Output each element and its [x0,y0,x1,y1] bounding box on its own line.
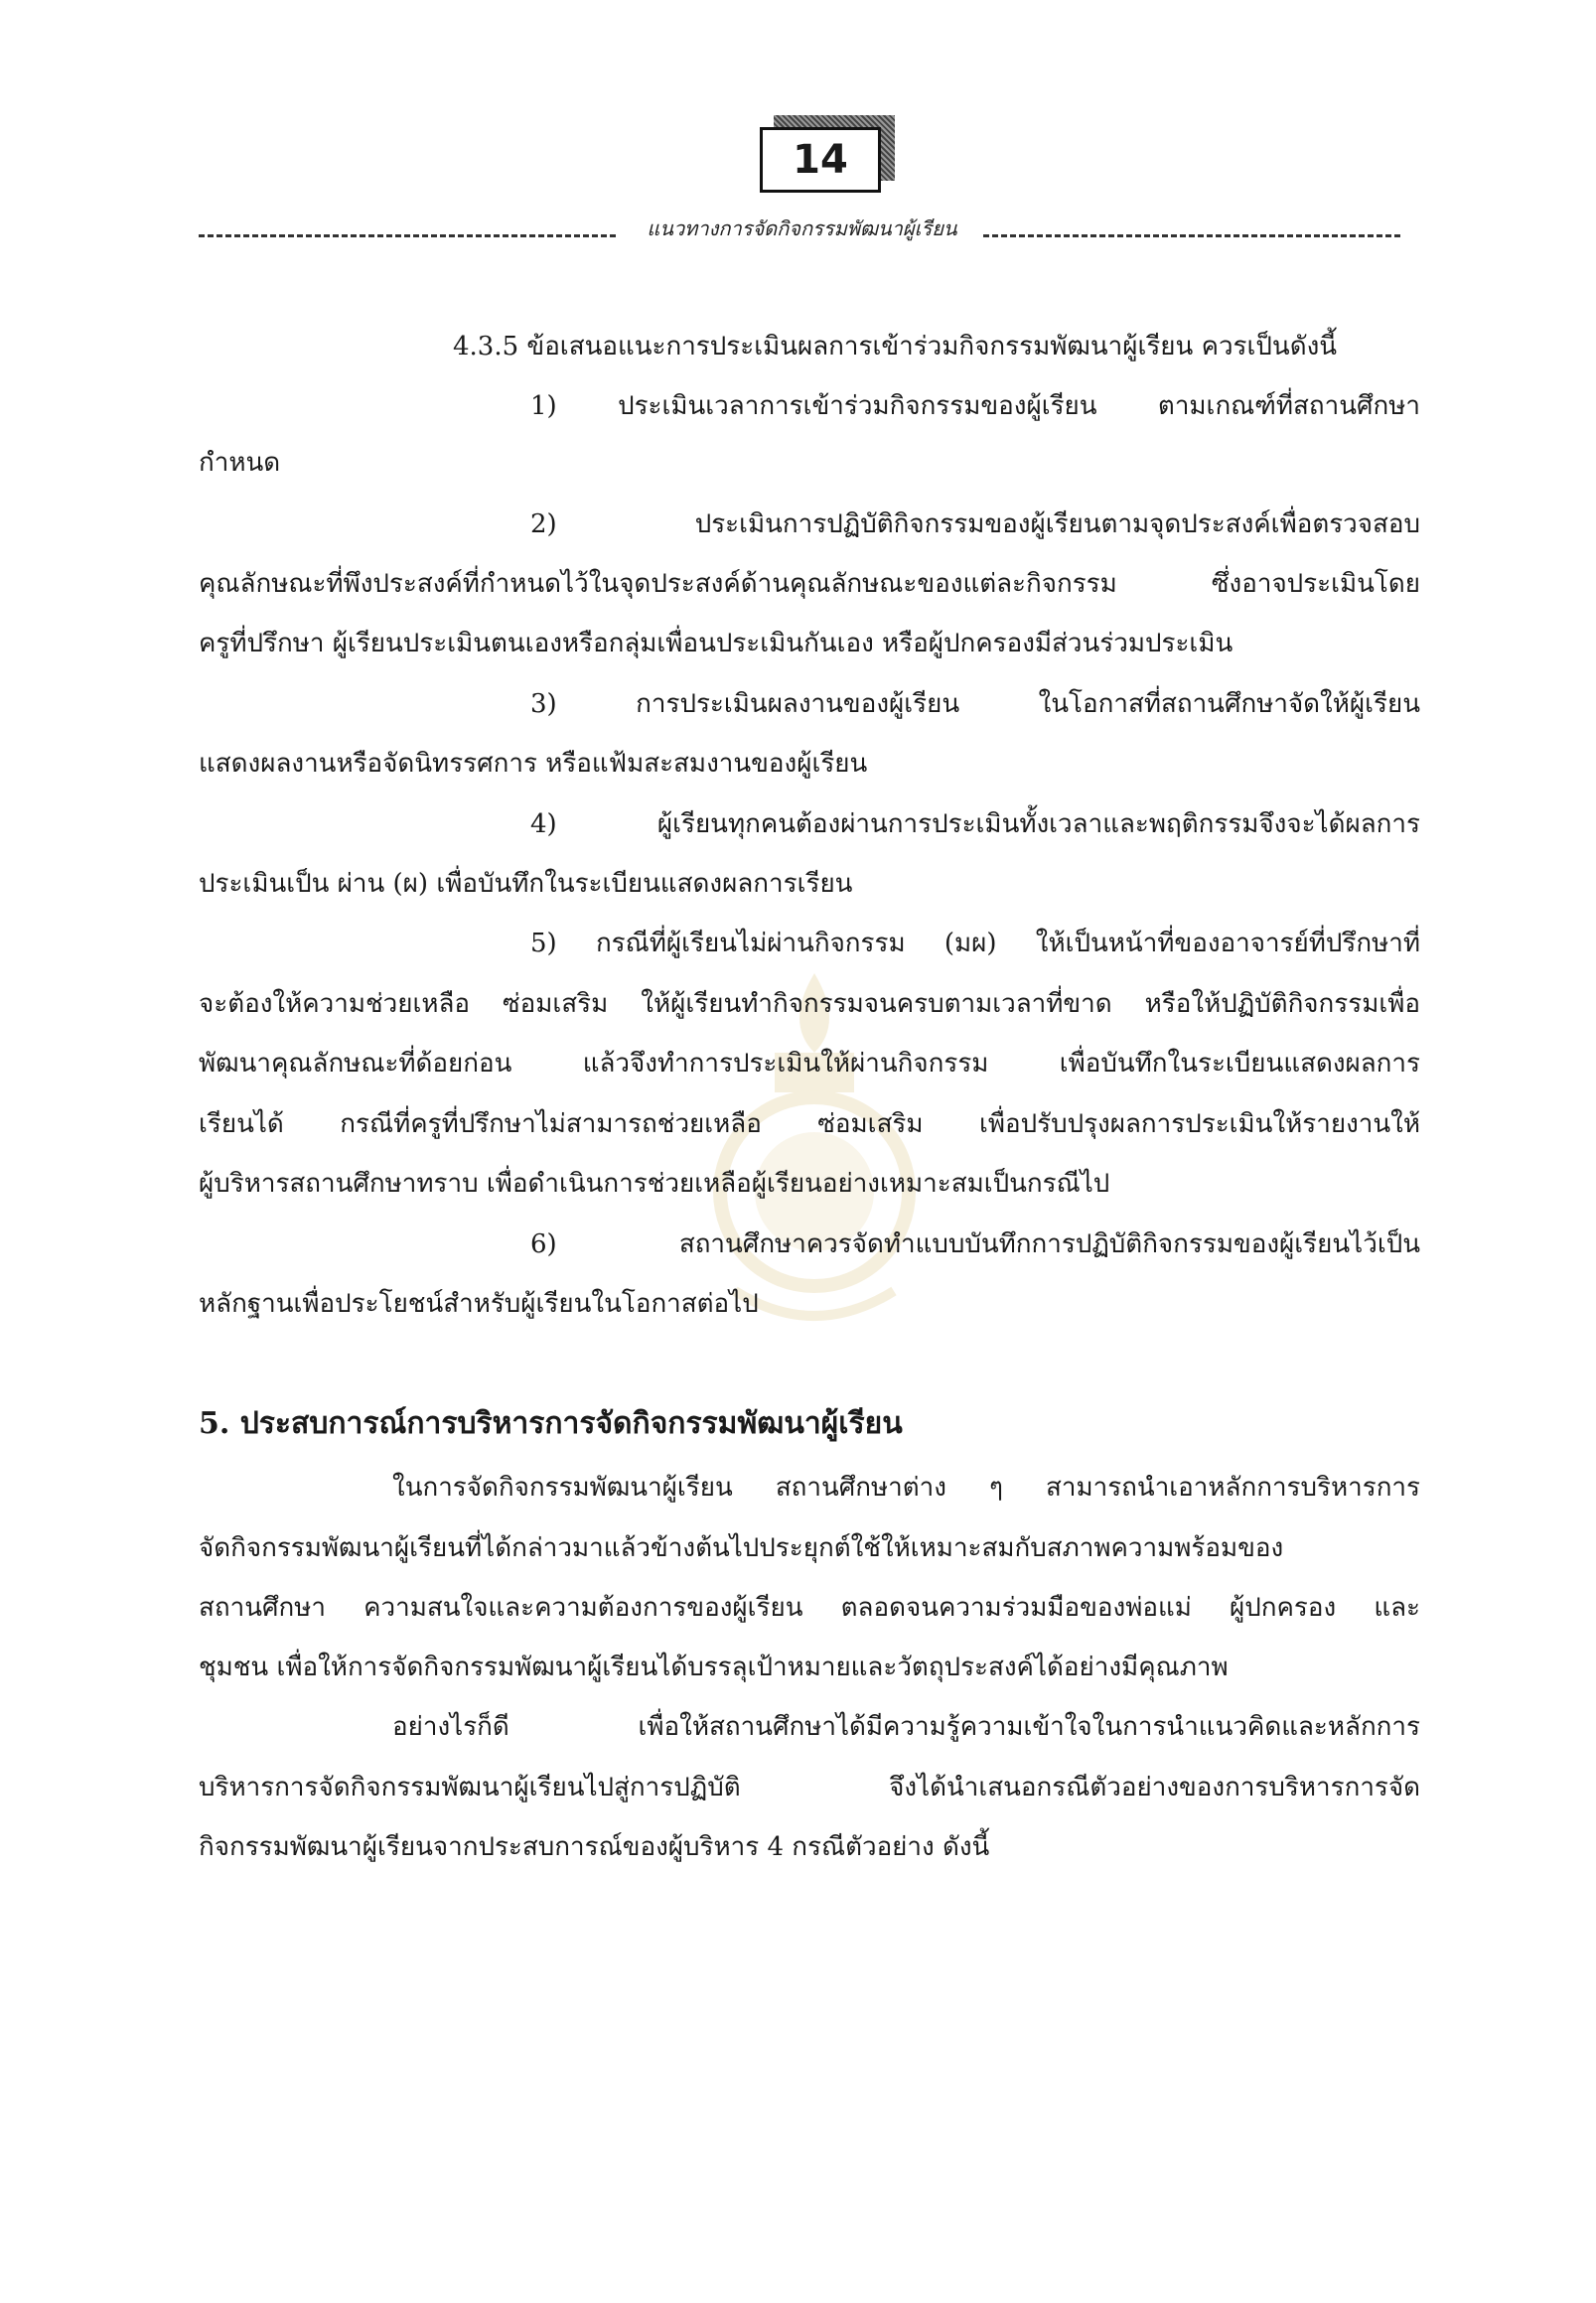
item-5-line-2: จะต้องให้ความช่วยเหลือ ซ่อมเสริม ให้ผู้เรียนทำกิจกรรมจนครบตามเวลาที่ขาด หรือให้ปฏิบัติกิจกรรมเพื่อ [199,989,1420,1019]
item-4-line-2: ประเมินเป็น ผ่าน (ผ) เพื่อบันทึกในระเบียนแสดงผลการเรียน [199,869,853,899]
header-rule-left [199,234,616,237]
para-1-line-2: จัดกิจกรรมพัฒนาผู้เรียนที่ได้กล่าวมาแล้วข้างต้นไปประยุกต์ใช้ให้เหมาะสมกับสภาพความพร้อมของ [199,1533,1284,1563]
item-6-line-2: หลักฐานเพื่อประโยชน์สำหรับผู้เรียนในโอกาสต่อไป [199,1289,759,1319]
item-5-line-3: พัฒนาคุณลักษณะที่ด้อยก่อน แล้วจึงทำการประเมินให้ผ่านกิจกรรม เพื่อบันทึกในระเบียนแสดงผลการ [199,1049,1420,1079]
item-5-line-5: ผู้บริหารสถานศึกษาทราบ เพื่อดำเนินการช่วยเหลือผู้เรียนอย่างเหมาะสมเป็นกรณีไป [199,1169,1110,1199]
item-5-line-1: 5) กรณีที่ผู้เรียนไม่ผ่านกิจกรรม (มผ) ให้เป็นหน้าที่ของอาจารย์ที่ปรึกษาที่ [530,929,1420,958]
item-2-line-3: ครูที่ปรึกษา ผู้เรียนประเมินตนเองหรือกลุ่มเพื่อนประเมินกันเอง หรือผู้ปกครองมีส่วนร่วมประเมิน [199,629,1233,658]
para-1-line-4: ชุมชน เพื่อให้การจัดกิจกรรมพัฒนาผู้เรียนได้บรรลุเป้าหมายและวัตถุประสงค์ได้อย่างมีคุณภาพ [199,1653,1229,1682]
section-435-heading: 4.3.5 ข้อเสนอแนะการประเมินผลการเข้าร่วมกิจกรรมพัฒนาผู้เรียน ควรเป็นดังนี้ [453,332,1338,361]
item-1-line-2: กำหนด [199,448,281,478]
item-2-line-1: 2) ประเมินการปฏิบัติกิจกรรมของผู้เรียนตามจุดประสงค์เพื่อตรวจสอบ [530,509,1420,539]
item-5-line-4: เรียนได้ กรณีที่ครูที่ปรึกษาไม่สามารถช่วยเหลือ ซ่อมเสริม เพื่อปรับปรุงผลการประเมินให้รายงานให้ [199,1109,1420,1139]
running-title: แนวทางการจัดกิจกรรมพัฒนาผู้เรียน [647,216,957,240]
item-3-line-2: แสดงผลงานหรือจัดนิทรรศการ หรือแฟ้มสะสมงานของผู้เรียน [199,749,868,779]
para-1-line-3: สถานศึกษา ความสนใจและความต้องการของผู้เรียน ตลอดจนความร่วมมือของพ่อแม่ ผู้ปกครอง และ [199,1593,1420,1623]
section-5-heading: 5. ประสบการณ์การบริหารการจัดกิจกรรมพัฒนาผู้เรียน [199,1406,903,1441]
item-2-line-2: คุณลักษณะที่พึงประสงค์ที่กำหนดไว้ในจุดประสงค์ด้านคุณลักษณะของแต่ละกิจกรรม ซึ่งอาจประเมินโดย [199,569,1420,599]
item-1-line-1: 1) ประเมินเวลาการเข้าร่วมกิจกรรมของผู้เรียน ตามเกณฑ์ที่สถานศึกษา [530,391,1420,421]
para-2-line-1: อย่างไรก็ดี เพื่อให้สถานศึกษาได้มีความรู้ความเข้าใจในการนำแนวคิดและหลักการ [392,1712,1420,1742]
item-3-line-1: 3) การประเมินผลงานของผู้เรียน ในโอกาสที่สถานศึกษาจัดให้ผู้เรียน [530,689,1420,719]
para-2-line-3: กิจกรรมพัฒนาผู้เรียนจากประสบการณ์ของผู้บริหาร 4 กรณีตัวอย่าง ดังนี้ [199,1832,990,1862]
item-4-line-1: 4) ผู้เรียนทุกคนต้องผ่านการประเมินทั้งเวลาและพฤติกรรมจึงจะได้ผลการ [530,809,1420,839]
para-2-line-2: บริหารการจัดกิจกรรมพัฒนาผู้เรียนไปสู่การปฏิบัติ จึงได้นำเสนอกรณีตัวอย่างของการบริหารการจัด [199,1773,1420,1802]
item-6-line-1: 6) สถานศึกษาควรจัดทำแบบบันทึกการปฏิบัติกิจกรรมของผู้เรียนไว้เป็น [530,1229,1420,1259]
para-1-line-1: ในการจัดกิจกรรมพัฒนาผู้เรียน สถานศึกษาต่าง ๆ สามารถนำเอาหลักการบริหารการ [392,1473,1420,1503]
header-rule-right [983,234,1400,237]
page-number: 14 [760,127,881,193]
